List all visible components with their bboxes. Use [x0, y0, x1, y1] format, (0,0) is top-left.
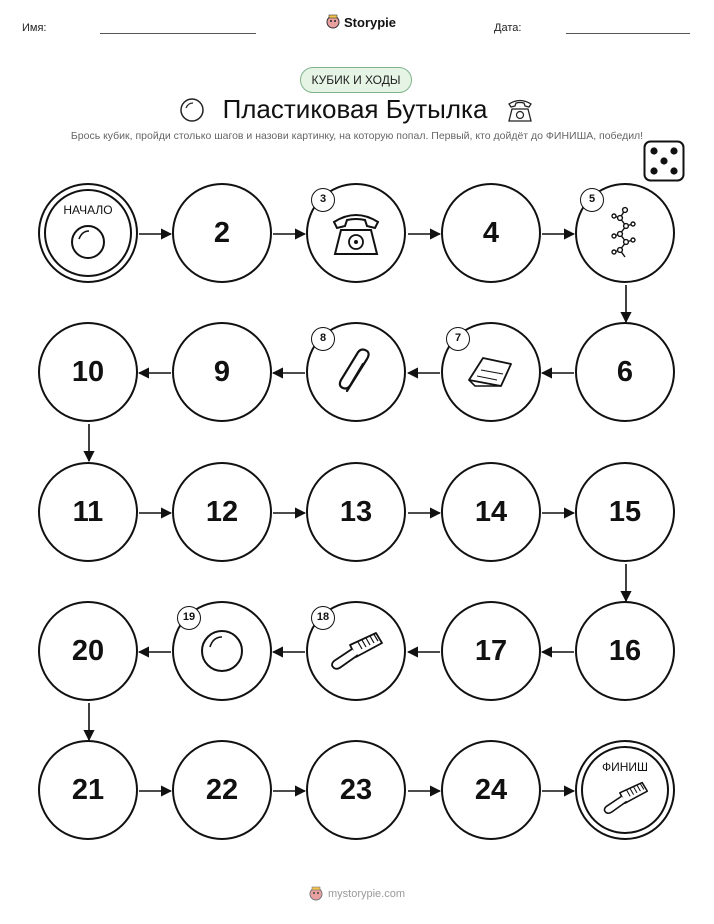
board-cell-start	[38, 183, 138, 283]
board-cell-10	[38, 322, 138, 422]
board-cell-11	[38, 462, 138, 562]
cell-number: 11	[72, 495, 104, 528]
paperclip-icon	[333, 347, 379, 397]
board-cell-17	[441, 601, 541, 701]
cell-picture	[40, 223, 136, 266]
cell-number: 20	[71, 634, 105, 667]
board-cell-6	[575, 322, 675, 422]
board-cell-21	[38, 740, 138, 840]
cell-number: 13	[339, 495, 373, 528]
board-cell-15	[575, 462, 675, 562]
cell-number: 2	[213, 216, 231, 249]
instructions-text: Брось кубик, пройди столько шагов и назови картинку, на которую попал. Первый, кто дойдёт до ФИНИША, победил!	[70, 130, 644, 142]
board-cell-finish	[575, 740, 675, 840]
cell-badge: 7	[446, 327, 470, 351]
board-cell-8	[306, 322, 406, 422]
board-cell-22	[172, 740, 272, 840]
cell-number: 22	[205, 773, 239, 806]
cell-badge: 19	[177, 606, 201, 630]
cell-badge: 8	[311, 327, 335, 351]
footer-site[interactable]: mystorypie.com	[327, 888, 406, 900]
cell-number: 6	[616, 355, 634, 388]
board-cell-23	[306, 740, 406, 840]
name-line[interactable]	[100, 33, 256, 34]
cell-number: 10	[71, 355, 105, 388]
cell-number: 16	[608, 634, 642, 667]
board-cell-13	[306, 462, 406, 562]
footer	[0, 886, 714, 905]
bubble-icon	[198, 627, 246, 675]
date-line[interactable]	[566, 33, 690, 34]
cell-picture	[577, 780, 673, 821]
telephone-icon	[329, 208, 383, 258]
board-cell-24	[441, 740, 541, 840]
bubble-icon	[179, 97, 205, 123]
cell-number: 15	[608, 495, 642, 528]
cell-badge: 3	[311, 188, 335, 212]
page-title: Пластиковая Бутылка	[222, 94, 488, 124]
comb-icon	[601, 780, 649, 816]
board-cell-14	[441, 462, 541, 562]
cell-number: 4	[482, 216, 500, 249]
board-cell-16	[575, 601, 675, 701]
cell-number: 17	[474, 634, 508, 667]
bubble-icon	[69, 223, 107, 261]
cell-number: 23	[339, 773, 373, 806]
cell-number: 9	[213, 355, 231, 388]
storypie-mascot-icon	[309, 886, 323, 902]
date-label: Дата:	[494, 22, 522, 34]
title-row	[0, 94, 714, 130]
name-label: Имя:	[22, 22, 47, 34]
cell-number: 12	[205, 495, 239, 528]
telephone-icon	[505, 97, 535, 123]
storypie-mascot-icon	[326, 14, 340, 30]
board-cell-5	[575, 183, 675, 283]
brand-logo	[326, 14, 396, 30]
molecule-icon	[610, 206, 640, 260]
start-label: НАЧАЛО	[63, 203, 113, 217]
board-cell-9	[172, 322, 272, 422]
cloth-icon	[465, 352, 517, 392]
board-cell-2	[172, 183, 272, 283]
finish-label: ФИНИШ	[601, 760, 649, 774]
board-cell-19	[172, 601, 272, 701]
board-cell-12	[172, 462, 272, 562]
cell-number: 21	[71, 773, 105, 806]
cell-badge: 5	[580, 188, 604, 212]
cell-number: 14	[474, 495, 508, 528]
board-cell-3	[306, 183, 406, 283]
category-tag: КУБИК И ХОДЫ	[300, 67, 412, 93]
comb-icon	[328, 631, 384, 671]
cell-number: 24	[474, 773, 508, 806]
board-cell-4	[441, 183, 541, 283]
dice-icon	[643, 140, 685, 182]
brand-name: Storypie	[344, 14, 397, 30]
board-cell-18	[306, 601, 406, 701]
cell-badge: 18	[311, 606, 335, 630]
board-cell-20	[38, 601, 138, 701]
board-cell-7	[441, 322, 541, 422]
